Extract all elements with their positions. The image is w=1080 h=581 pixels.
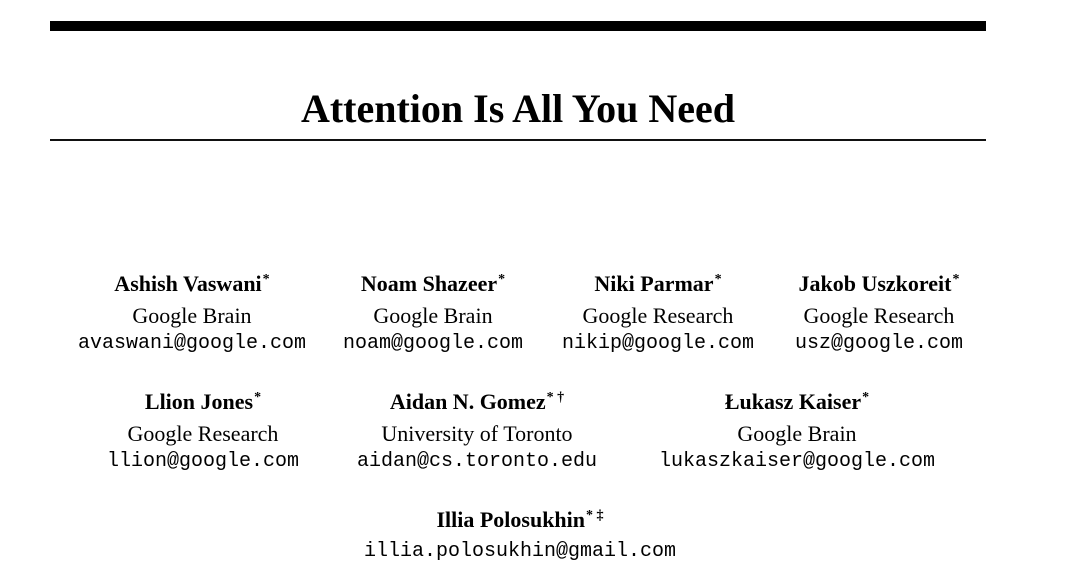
- author-name: [343, 270, 523, 302]
- author-email: noam@google.com: [342, 332, 524, 355]
- author-email: lukaszkaiser@google.com: [658, 450, 936, 473]
- author-name-text: Ashish Vaswani: [114, 271, 262, 296]
- author-footnote-marks: *: [262, 272, 270, 287]
- author-email: avaswani@google.com: [77, 332, 307, 355]
- author-name-text: Noam Shazeer: [360, 271, 498, 296]
- author-name-text: Illia Polosukhin: [436, 507, 586, 532]
- author-footnote-marks: * †: [546, 390, 565, 405]
- author-name: [357, 388, 597, 420]
- author-affiliation: Google Research: [127, 421, 279, 446]
- author-affiliation: University of Toronto: [381, 421, 573, 446]
- author-name-text: Aidan N. Gomez: [389, 389, 546, 414]
- author-block: [107, 388, 299, 476]
- author-footnote-marks: *: [952, 272, 960, 287]
- author-footnote-marks: *: [714, 272, 722, 287]
- author-affiliation: Google Research: [803, 303, 955, 328]
- author-email: llion@google.com: [106, 450, 300, 473]
- author-name-text: Niki Parmar: [594, 271, 714, 296]
- author-affiliation: Google Brain: [373, 303, 493, 328]
- author-name-text: Jakob Uszkoreit: [798, 271, 952, 296]
- top-rule: [50, 21, 986, 31]
- author-affiliation: Google Research: [582, 303, 734, 328]
- author-block: [562, 270, 754, 358]
- title-separator-rule: [50, 139, 986, 141]
- paper-title: Attention Is All You Need: [300, 85, 736, 131]
- author-block: [357, 388, 597, 476]
- author-footnote-marks: *: [498, 272, 506, 287]
- author-block: [364, 506, 676, 566]
- author-name: [364, 506, 676, 538]
- author-name-text: Llion Jones: [144, 389, 254, 414]
- author-affiliation: Google Brain: [132, 303, 252, 328]
- author-name: [795, 270, 963, 302]
- author-email: illia.polosukhin@gmail.com: [363, 540, 677, 563]
- author-name: [659, 388, 935, 420]
- author-footnote-marks: * ‡: [586, 508, 604, 523]
- author-footnote-marks: *: [254, 390, 262, 405]
- author-block: [659, 388, 935, 476]
- author-block: [78, 270, 306, 358]
- author-affiliation: Google Brain: [737, 421, 857, 446]
- author-name-text: Łukasz Kaiser: [724, 389, 862, 414]
- author-email: usz@google.com: [794, 332, 964, 355]
- author-name: [107, 388, 299, 420]
- author-block: [343, 270, 523, 358]
- author-email: nikip@google.com: [561, 332, 755, 355]
- author-name: [562, 270, 754, 302]
- author-name: [78, 270, 306, 302]
- author-block: [795, 270, 963, 358]
- author-footnote-marks: *: [862, 390, 870, 405]
- author-email: aidan@cs.toronto.edu: [356, 450, 598, 473]
